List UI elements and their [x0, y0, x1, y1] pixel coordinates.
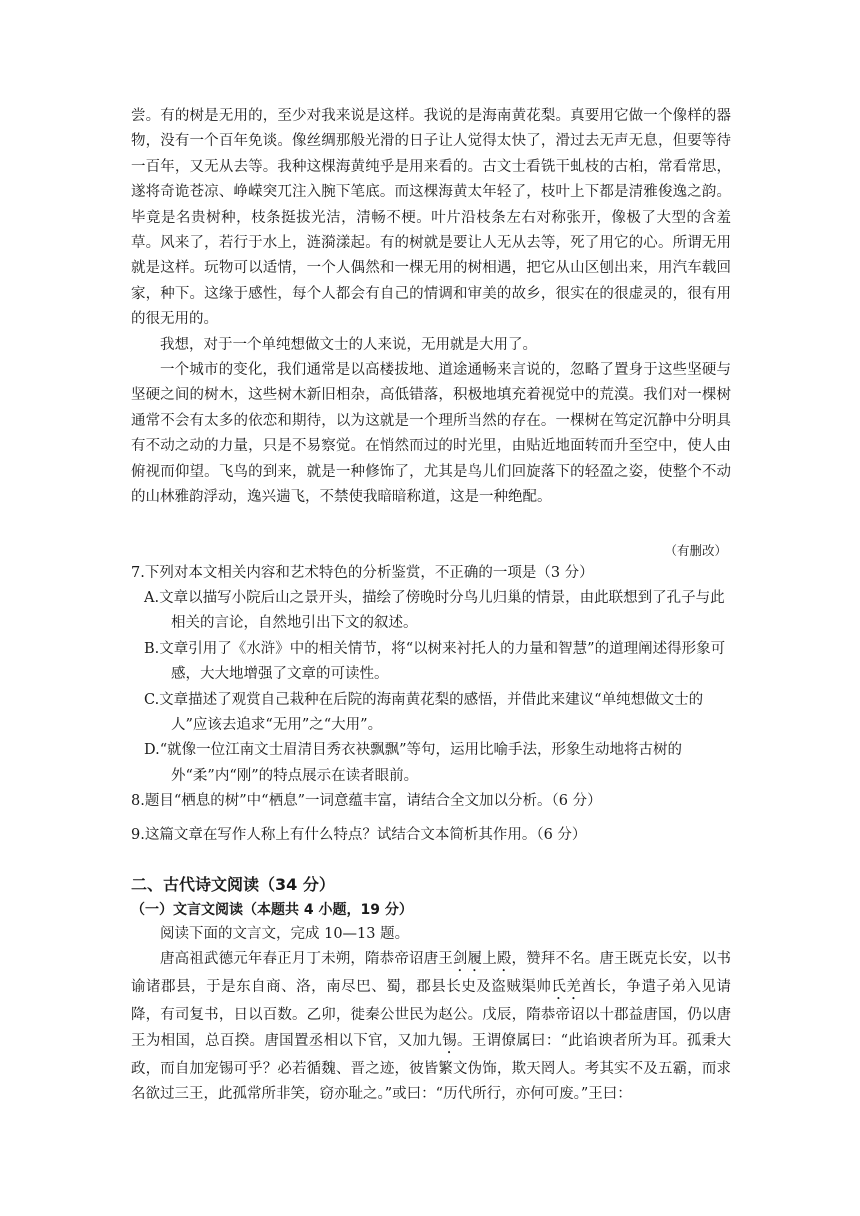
- section-2-subtitle: （一）文言文阅读（本题共 4 小题，19 分）: [131, 901, 413, 918]
- emphasis-dotted-word: 氏羌: [551, 979, 582, 996]
- question-7-stem: 7.下列对本文相关内容和艺术特色的分析鉴赏，不正确的一项是（3 分）: [131, 564, 594, 581]
- passage-paragraph-3: 一个城市的变化，我们通常是以高楼拔地、道途通畅来言说的，忽略了置身于这些坚硬与坚硬之间的树木，这些树木新旧相杂，高低错落，积极地填充着视觉中的荒漠。我们对一棵树通常不会有太多的依恋和期待，以为这就是一个理所当然的存在。一棵树在笃定沉静中分明具有不动之动的力量，只是不易察觉。在悄然而过的时光里，由贴近地面转而升至空中，使人由俯视而仰望。飞鸟的到来，就是一种修饰了，尤其是鸟儿们回旋落下的轻盈之姿，使整个不动的山林雅韵浮动，逸兴遄飞，不禁使我暗暗称道，这是一种绝配。: [131, 362, 731, 506]
- edit-note: （有删改）: [664, 542, 727, 558]
- question-9: 9.这篇文章在写作人称上有什么特点？试结合文本简析其作用。（6 分）: [131, 826, 587, 843]
- question-7-option-a: A.文章以描写小院后山之景开头，描绘了傍晚时分鸟儿归巢的情景，由此联想到了孔子与此相关的言论，自然地引出下文的叙述。: [144, 589, 725, 632]
- question-7-option-c: C.文章描述了观赏自己栽种在后院的海南黄花梨的感悟，并借此来建议“单纯想做文士的人”应该去追求“无用”之“大用”。: [144, 691, 704, 733]
- emphasis-dotted-word: 剑履: [452, 951, 483, 968]
- passage-paragraph-2: 我想，对于一个单纯想做文士的人来说，无用就是大用了。: [160, 336, 537, 353]
- reading-instruction: 阅读下面的文言文，完成 10—13 题。: [160, 925, 410, 942]
- emphasis-dotted-word: 锡: [442, 1032, 457, 1049]
- question-7-option-b: B.文章引用了《水浒》中的相关情节，将“以树来衬托人的力量和智慧”的道理阐述得形象可感，大大地增强了文章的可读性。: [144, 640, 726, 683]
- passage-paragraph-1: 尝。有的树是无用的，至少对我来说是这样。我说的是海南黄花梨。真要用它做一个像样的器物，没有一个百年免谈。像丝绸那般光滑的日子让人觉得太快了，滑过去无声无息，但要等待一百年，又无从去等。我种这棵海黄纯乎是用来看的。古文士看铣干虬枝的古桕，常看常思，遂将奇诡苍凉、峥嵘突兀注入腕下笔底。而这棵海黄太年轻了，枝叶上下都是清雅俊逸之韵。毕竟是名贵树种，枝条挺拔光洁，清畅不梗。叶片沿枝条左右对称张开，像极了大型的含羞草。风来了，若行于水上，涟漪漾起。有的树就是要让人无从去等，死了用它的心。所谓无用就是这样。玩物可以适情，一个人偶然和一棵无用的树相遇，把它从山区刨出来，用汽车载回家，种下。这缘于感性，每个人都会有自己的情调和审美的故乡，很实在的很虚灵的，很有用的很无用的。: [131, 108, 731, 328]
- exam-page: [131, 104, 731, 1108]
- classical-chinese-text: 唐高祖武德元年春正月丁未朔，隋恭帝诏唐王剑履上殿，赞拜不名。唐王既克长安，以书谕诸郡县，于是东自商、洛，南尽巴、蜀，郡县长史及盗贼渠帅氏羌酋长，争遣子弟入见请降，有司复书，日以百数。乙卯，徙秦公世民为赵公。戊辰，隋恭帝诏以十郡益唐国，仍以唐王为相国，总百揆。唐国置丞相以下官，又加九锡。王谓僚属曰：“此谄谀者所为耳。孤秉大政，而自加宠锡可乎？必若循魏、晋之迹，彼皆繁文伪饰，欺天罔人。考其实不及五霸，而求名欲过三王，此孤常所非笑，窃亦耻之。”或曰：“历代所行，亦何可废。”王曰：: [131, 951, 732, 1103]
- emphasis-dotted-word: 殿: [496, 951, 512, 968]
- question-7-option-d: D.“就像一位江南文士眉清目秀衣袂飘飘”等句，运用比喻手法，形象生动地将古树的外“柔”内“刚”的特点展示在读者眼前。: [144, 742, 683, 784]
- section-2-title: 二、古代诗文阅读（34 分）: [131, 874, 335, 894]
- question-8: 8.题目“栖息的树”中“栖息”一词意蕴丰富，请结合全文加以分析。（6 分）: [131, 793, 602, 810]
